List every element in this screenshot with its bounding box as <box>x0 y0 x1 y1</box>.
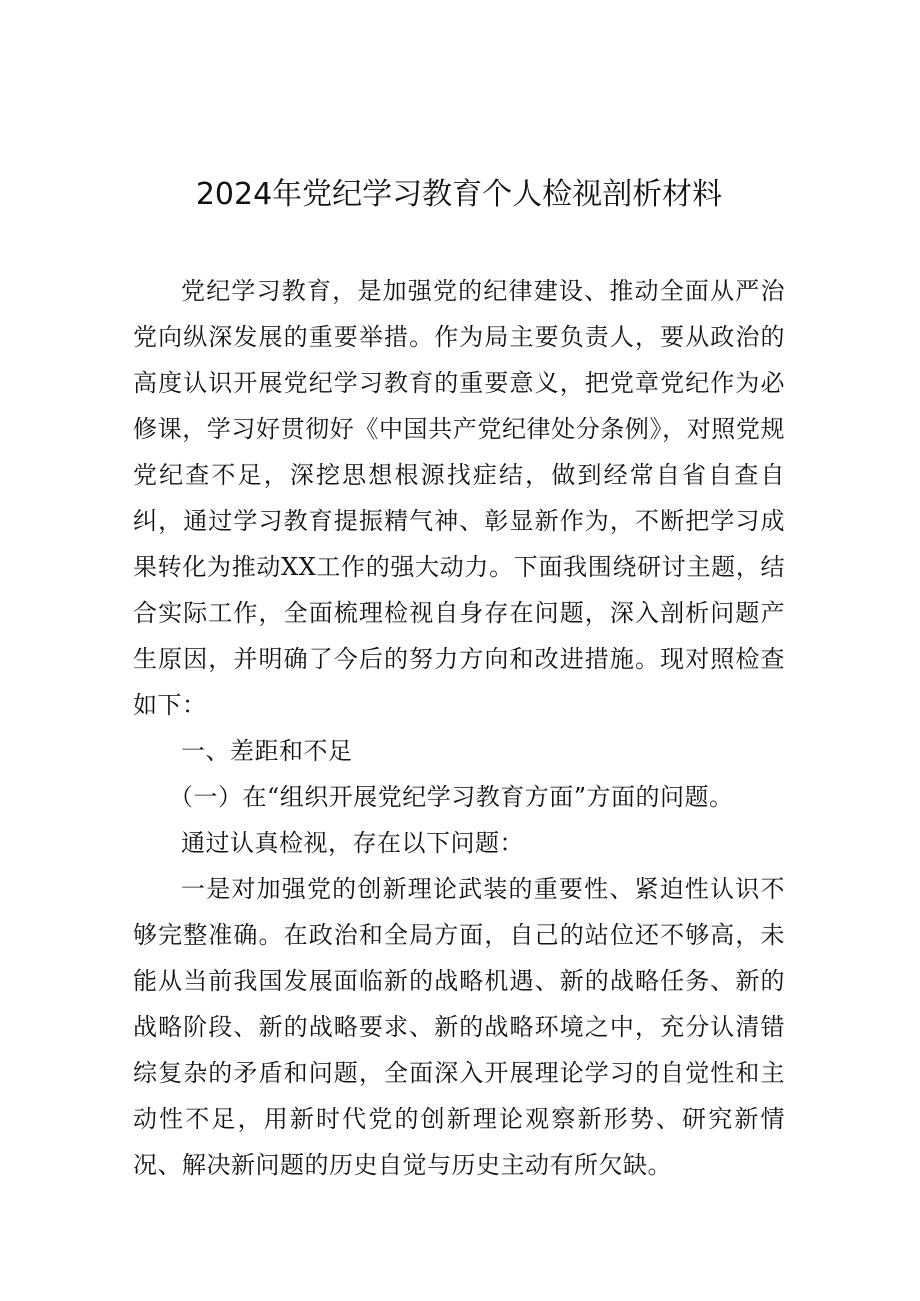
document-body <box>133 168 785 1188</box>
document-title: 2024年党纪学习教育个人检视剖析材料 <box>195 177 723 212</box>
lead-paragraph: 通过认真检视，存在以下问题： <box>181 829 524 857</box>
intro-paragraph: 党纪学习教育，是加强党的纪律建设、推动全面从严治党向纵深发展的重要举措。作为局主要负责人，要从政治的高度认识开展党纪学习教育的重要意义，把党章党纪作为必修课，学习好贯彻好《中国共产党纪律处分条例》，对照党规党纪查不足，深挖思想根源找症结，做到经常自省自查自纠，通过学习教育提振精气神、彰显新作为，不断把学习成果转化为推动XX工作的强大动力。下面我围绕研讨主题，结合实际工作，全面梳理检视自身存在问题，深入剖析问题产生原因，并明确了今后的努力方向和改进措施。现对照检查如下： <box>133 277 785 719</box>
point-paragraph: 一是对加强党的创新理论武装的重要性、紧迫性认识不够完整准确。在政治和全局方面，自己的站位还不够高，未能从当前我国发展面临新的战略机遇、新的战略任务、新的战略阶段、新的战略要求、新的战略环境之中，充分认清错综复杂的矛盾和问题，全面深入开展理论学习的自觉性和主动性不足，用新时代党的创新理论观察新形势、研究新情况、解决新问题的历史自觉与历史主动有所欠缺。 <box>133 875 785 1179</box>
subsection-heading: （一）在“组织开展党纪学习教育方面”方面的问题。 <box>169 783 734 811</box>
section-heading: 一、差距和不足 <box>181 737 353 765</box>
